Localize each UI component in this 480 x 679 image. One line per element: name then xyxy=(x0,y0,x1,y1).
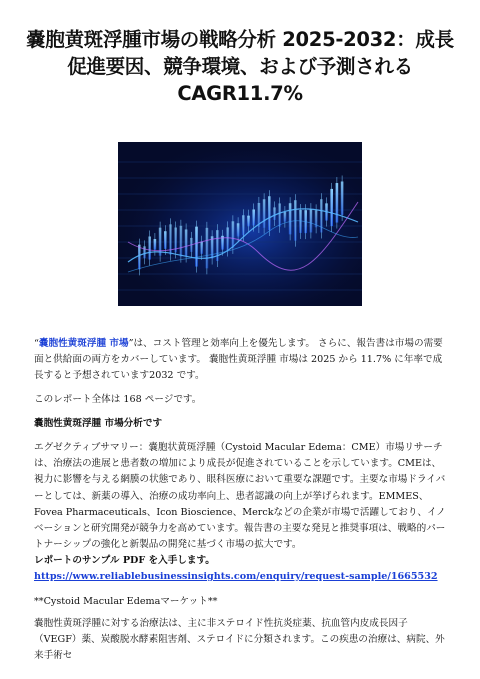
stock-chart-illustration xyxy=(118,142,362,306)
market-link[interactable]: 嚢胞性黄斑浮腫 市場 xyxy=(38,338,129,349)
sample-paragraph xyxy=(34,553,446,585)
market-heading: **Cystoid Macular Edemaマーケット** xyxy=(34,596,218,607)
page-count-line: このレポート全体は 168 ページです。 xyxy=(34,394,202,405)
page-title: 嚢胞黄斑浮腫市場の戦略分析 2025-2032：成長促進要因、競争環境、および予測される CAGR11.7% xyxy=(26,28,454,105)
quote-open: “ xyxy=(34,338,39,349)
treatment-paragraph: 嚢胞性黄斑浮腫に対する治療法は、主に非ステロイド性抗炎症薬、抗血管内皮成長因子（VEGF）薬、炭酸脱水酵素阻害剤、ステロイドに分類されます。この疾患の治療は、病院、外来手術セ xyxy=(34,618,445,662)
analysis-heading: 嚢胞性黄斑浮腫 市場分析です xyxy=(34,418,163,429)
executive-summary: エグゼクティブサマリー：嚢胞状黄斑浮腫（Cystoid Macular Edema：CME）市場リサーチは、治療法の進展と患者数の増加により成長が促進されていることを示しています。CMEは、視力に影響を与える網膜の状態であり、眼科医療において重要な課題です。主要な市場ドライバーとしては、新薬の導入、治療の成功率向上、患者認識の向上が挙げられます。EMMES、Fovea Pharmaceuticals、Icon Bioscience、Merckなどの企業が市場で活躍しており、イノベーションと研究開発が競争力を高めています。報告書の主要な発見と推奨事項は、戦略的パートナーシップの強化と新製品の開発に基づく市場の拡大です。 xyxy=(34,442,446,551)
hero-image xyxy=(118,142,362,306)
sample-label: レポートのサンプル PDF を入手します。 xyxy=(34,555,215,566)
sample-url-link[interactable]: https://www.reliablebusinessinsights.com/enquiry/request-sample/1665532 xyxy=(34,571,438,583)
intro-rest: ”は、コスト管理と効率向上を優先します。 さらに、報告書は市場の需要面と供給面の両方をカバーしています。 嚢胞性黄斑浮腫 市場は 2025 から 11.7% に年率で成長すると予想されています2032 です。 xyxy=(34,338,443,382)
intro-paragraph xyxy=(34,336,446,385)
